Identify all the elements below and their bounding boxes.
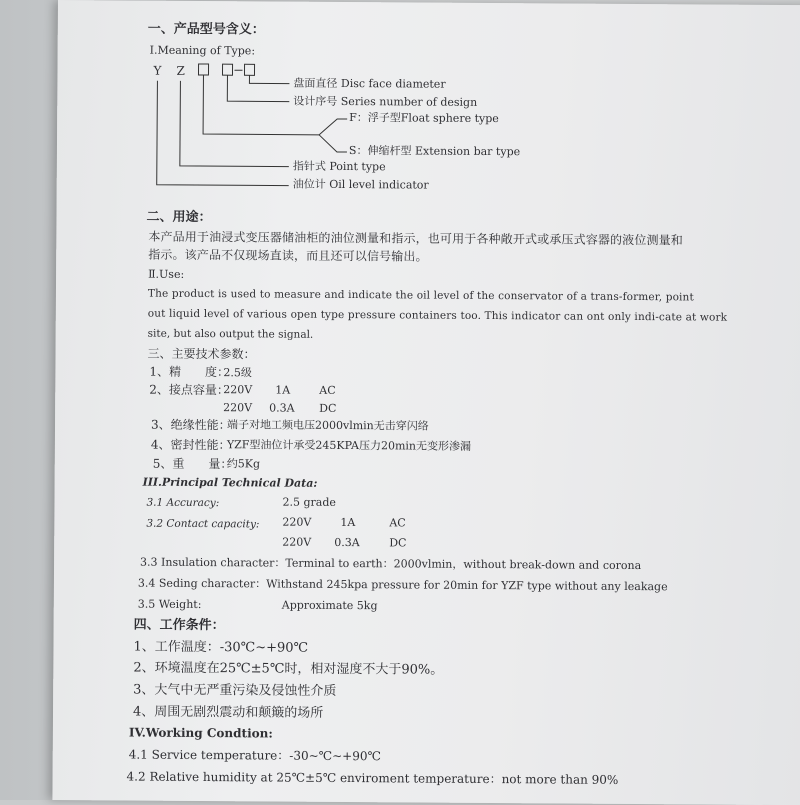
leader-line-oil-level xyxy=(157,81,290,186)
spec-accuracy-value: 2.5级 xyxy=(223,367,252,379)
en-weight-label: 3.5 Weight: xyxy=(138,599,202,612)
section3-heading: 三、主要技术参数： xyxy=(147,348,255,362)
en-contact-r2-current: 0.3A xyxy=(334,537,360,549)
en-contact-r2-type: DC xyxy=(389,537,406,549)
callout-series-number: 设计序号 Series number of design xyxy=(293,96,477,109)
type-letter-y: Y xyxy=(153,65,161,78)
spec-weight-value: 约5Kg xyxy=(227,458,260,470)
en-contact-r1-current: 1A xyxy=(340,517,355,529)
callout-disc-diameter: 盘面直径 Disc face diameter xyxy=(293,78,445,91)
en-condition-item-1: 4.1 Service temperature：-30~℃~+90℃ xyxy=(129,749,381,764)
manual-page xyxy=(52,0,800,805)
type-letter-z: Z xyxy=(176,65,184,78)
condition-item-1: 1、工作温度：-30℃~+90℃ xyxy=(133,641,308,657)
condition-item-4: 4、周围无剧烈震动和颠簸的场所 xyxy=(133,706,323,722)
code-box-2 xyxy=(222,64,232,75)
use-heading: Ⅱ.Use: xyxy=(148,269,184,281)
en-sealing-value: Withstand 245kpa pressure for 20min for YZF type without any leakage xyxy=(266,577,668,593)
spec-contact-r1-voltage: 220V xyxy=(223,384,252,396)
principal-data-heading: III.Principal Technical Data: xyxy=(143,477,318,490)
spec-contact-r2-type: DC xyxy=(319,403,336,415)
en-contact-r1-voltage: 220V xyxy=(282,517,311,529)
en-insulation-value: Terminal to earth：2000vlmin，without break-down and corona xyxy=(285,557,641,572)
code-box-3 xyxy=(244,64,254,75)
spec-contact-r2-voltage: 220V xyxy=(223,402,252,414)
section2-heading: 二、用途： xyxy=(146,211,211,226)
callout-point-type: 指针式 Point type xyxy=(293,161,386,174)
en-sealing-label: 3.4 Seding character： xyxy=(138,577,266,591)
working-condition-heading: IV.Working Condtion: xyxy=(129,727,273,741)
leader-line-diameter xyxy=(249,75,289,83)
use-cn-line-1: 本产品用于油浸式变压器储油柜的油位测量和指示，也可用于各种敞开式或承压式容器的液位测量和 xyxy=(148,231,683,248)
meaning-of-type-heading: Ⅰ.Meaning of Type: xyxy=(150,45,255,58)
section1-heading: 一、产品型号含义： xyxy=(148,23,265,38)
callout-oil-level: 油位计 Oil level indicator xyxy=(293,179,429,192)
callout-float-type: F：浮子型Float sphere type xyxy=(349,112,499,125)
use-cn-line-2: 指示。该产品不仅现场直读，而且还可以信号输出。 xyxy=(148,249,428,264)
leader-line-series xyxy=(227,75,289,101)
spec-sealing-value: YZF型油位计承受245KPA压力20min无变形渗漏 xyxy=(227,439,471,453)
use-en-line-3: site, but also output the signal. xyxy=(148,329,314,342)
callout-extension-type: S：伸缩杆型 Extension bar type xyxy=(349,145,520,158)
section4-heading: 四、工作条件： xyxy=(134,619,225,634)
en-accuracy-value: 2.5 grade xyxy=(282,497,335,509)
en-insulation-row xyxy=(140,557,641,573)
spec-accuracy-label: 1、精 度： xyxy=(149,366,229,380)
en-insulation-label: 3.3 Insulation character： xyxy=(140,556,285,570)
leader-line-extension xyxy=(319,135,347,152)
spec-insulation-value: 端子对地工频电压2000vlmin无击穿闪络 xyxy=(227,419,429,433)
code-box-1 xyxy=(198,64,208,75)
condition-item-3: 3、大气中无严重污染及侵蚀性介质 xyxy=(133,684,336,700)
use-en-line-2: out liquid level of various open type pressure containers too. This indicator can ont only indi-cate at work xyxy=(148,309,727,325)
leader-line-point-type xyxy=(180,81,290,167)
en-contact-r2-voltage: 220V xyxy=(282,537,311,549)
spec-sealing-label: 4、密封性能： xyxy=(151,439,231,453)
spec-contact-label: 2、接点容量： xyxy=(149,384,229,398)
en-weight-value: Approximate 5kg xyxy=(282,600,378,613)
en-accuracy-label: 3.1 Accuracy: xyxy=(146,498,219,510)
spec-contact-r2-current: 0.3A xyxy=(269,402,295,414)
spec-weight-label: 5、重 量： xyxy=(153,458,233,472)
spec-insulation-label: 3、绝缘性能： xyxy=(151,419,231,433)
en-contact-label: 3.2 Contact capacity: xyxy=(146,519,259,531)
spec-contact-r1-type: AC xyxy=(319,385,335,397)
spec-contact-r1-current: 1A xyxy=(275,385,290,397)
condition-item-2: 2、环境温度在25℃±5℃时，相对湿度不大于90%。 xyxy=(133,662,443,678)
en-contact-r1-type: AC xyxy=(389,517,405,529)
use-en-line-1: The product is used to measure and indicate the oil level of the conservator of a trans-former, point xyxy=(148,289,694,304)
leader-line-float xyxy=(319,119,347,135)
en-condition-item-2: 4.2 Relative humidity at 25℃±5℃ enviroment temperature：not more than 90% xyxy=(127,770,619,787)
en-sealing-row xyxy=(138,578,668,594)
